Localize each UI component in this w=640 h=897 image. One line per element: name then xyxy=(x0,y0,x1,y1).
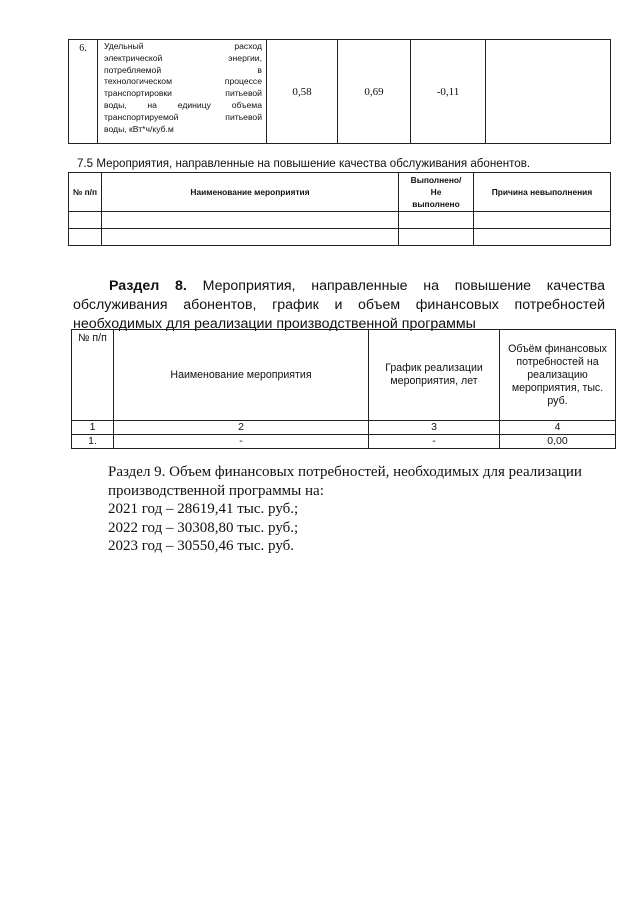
section-8-body: Мероприятия, направленные на повышение качества обслуживания абонентов, график и объем финансовых потребностей необходимых для реализации производственной программы xyxy=(73,278,605,332)
table-row xyxy=(72,435,616,449)
col-reason: Причина невыполнения xyxy=(474,173,611,212)
indicator-name xyxy=(98,40,267,144)
col-finance: Объём финансовых потребностей на реализацию мероприятия, тыс. руб. xyxy=(500,330,616,421)
row-number: 6. xyxy=(69,40,98,144)
indicator-line: транспортируемой питьевой xyxy=(104,111,262,122)
row-finance: 0,00 xyxy=(500,435,616,449)
measures-finance-table xyxy=(71,329,616,449)
indicator-line: Удельный расход xyxy=(104,41,262,51)
section-9-text xyxy=(73,463,613,556)
section-8-text xyxy=(73,277,605,333)
status-line: Не xyxy=(430,187,442,197)
plan-value: 0,58 xyxy=(267,40,338,144)
note-cell xyxy=(486,40,611,144)
index-cell: 2 xyxy=(114,421,369,435)
status-line: Выполнено/ xyxy=(410,175,462,185)
index-cell: 3 xyxy=(369,421,500,435)
indicator-line: транспортировки питьевой xyxy=(104,88,262,99)
col-name: Наименование мероприятия xyxy=(102,173,399,212)
indicator-table xyxy=(68,39,611,144)
col-num: № п/п xyxy=(69,173,102,212)
index-row xyxy=(72,421,616,435)
row-name: - xyxy=(114,435,369,449)
col-status xyxy=(399,173,474,212)
fact-value: 0,69 xyxy=(338,40,411,144)
indicator-line: потребляемой в xyxy=(104,64,262,75)
indicator-line: воды, на единицу объема xyxy=(104,99,262,110)
index-cell: 4 xyxy=(500,421,616,435)
indicator-line: технологическом процессе xyxy=(104,76,262,87)
table-row xyxy=(69,40,611,144)
indicator-line: воды, кВт*ч/куб.м xyxy=(104,123,174,134)
section-9-body: Раздел 9. Объем финансовых потребностей, необходимых для реализации производственной программы на: xyxy=(108,464,582,499)
table-header-row xyxy=(69,173,611,212)
row-number: 1. xyxy=(72,435,114,449)
table-row xyxy=(69,229,611,246)
row-schedule: - xyxy=(369,435,500,449)
year-line: 2022 год – 30308,80 тыс. руб.; xyxy=(108,519,299,536)
measures-7-5-table xyxy=(68,172,611,246)
section-8-label: Раздел 8. xyxy=(109,278,187,294)
col-num: № п/п xyxy=(72,330,114,421)
table-row xyxy=(69,212,611,229)
year-line: 2021 год – 28619,41 тыс. руб.; xyxy=(108,501,299,518)
section-7-5-caption: 7.5 Мероприятия, направленные на повышение качества обслуживания абонентов. xyxy=(77,157,531,170)
deviation-value: -0,11 xyxy=(411,40,486,144)
status-line: выполнено xyxy=(412,199,460,209)
index-cell: 1 xyxy=(72,421,114,435)
indicator-line: электрической энергии, xyxy=(104,52,262,63)
col-schedule: График реализации мероприятия, лет xyxy=(369,330,500,421)
table-header-row xyxy=(72,330,616,421)
year-line: 2023 год – 30550,46 тыс. руб. xyxy=(108,538,295,555)
col-name: Наименование мероприятия xyxy=(114,330,369,421)
